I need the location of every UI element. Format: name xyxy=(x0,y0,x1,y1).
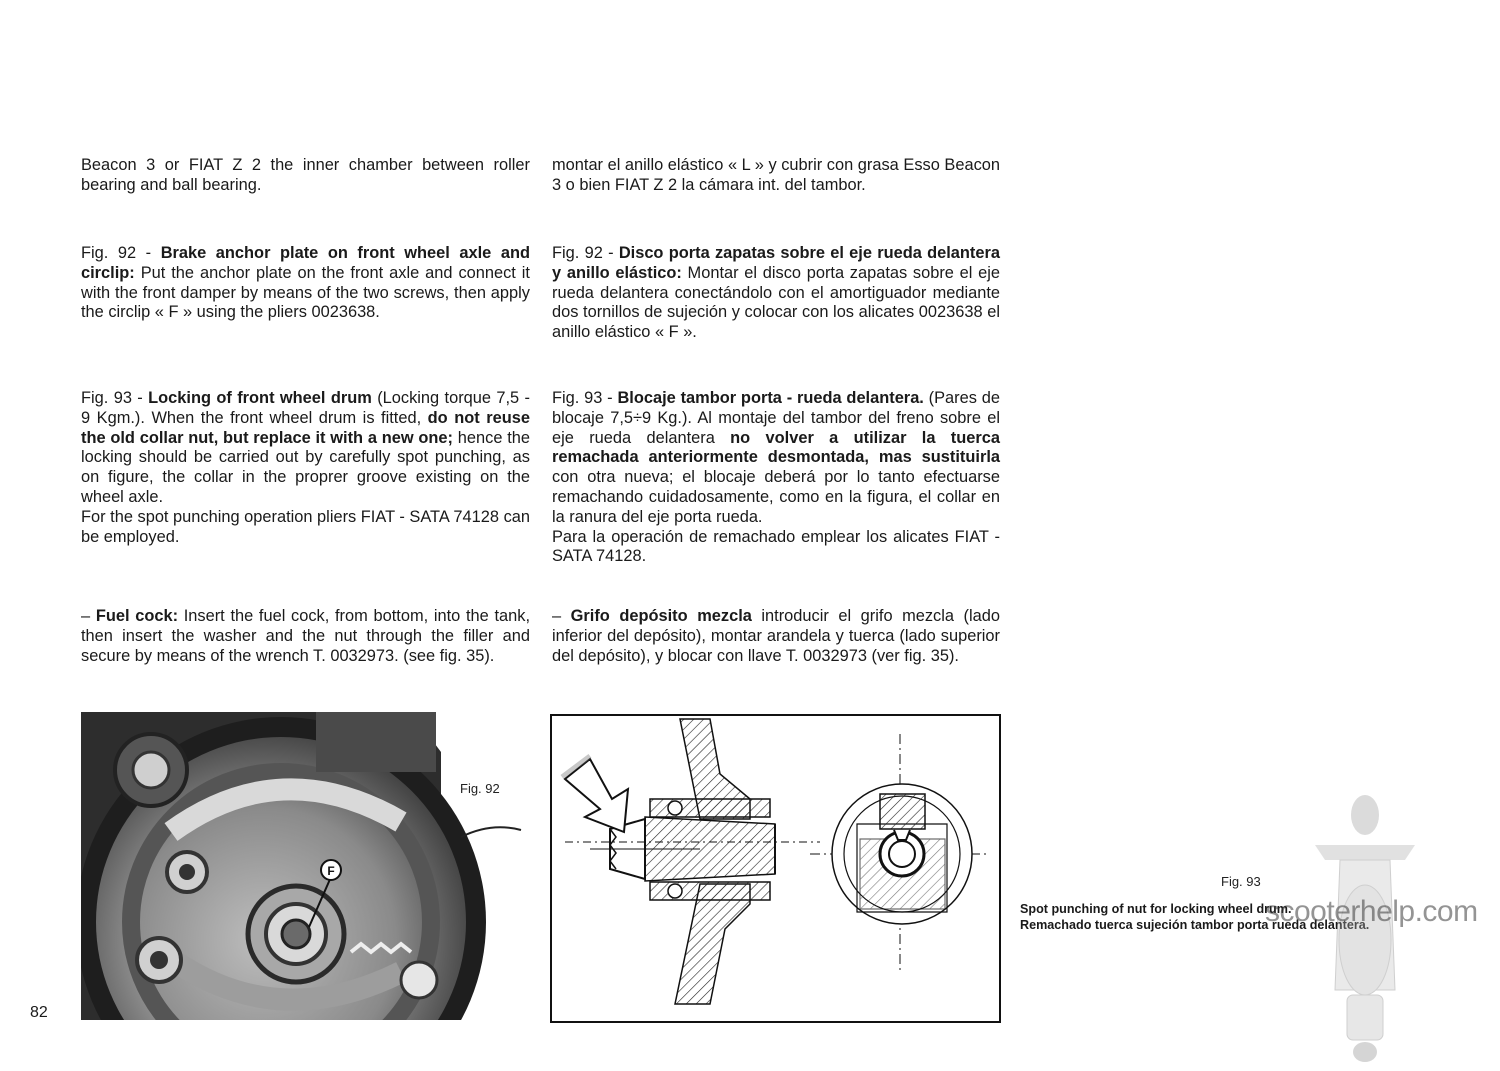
en-fig93-warning: do not reuse the old collar nut, but replace it with a new one; xyxy=(81,408,530,447)
watermark-text: scooterhelp.com xyxy=(1265,895,1478,928)
es-paragraph-fig93: Fig. 93 - Blocaje tambor porta - rueda delantera. (Pares de blocaje 7,5÷9 Kg.). Al montaje del tambor del freno sobre el eje rueda delantera no volver a utilizar la tuerca remachada anteriormente desmontada, mas sustituirla con otra nueva; el blocaje deberá por lo tanto efectuarse remachando cuidadosamente, como en la figura, el collar en la ranura del eje porta rueda. Para la operación de remachado emplear los alicates FIAT - SATA 74128. xyxy=(552,389,1000,566)
en-paragraph-fuel-cock: – Fuel cock: Insert the fuel cock, from bottom, into the tank, then insert the washer and the nut through the filler and secure by means of the wrench T. 0032973. (see fig. 35). xyxy=(81,607,530,665)
en-fuel-cock-heading: Fuel cock: xyxy=(95,607,179,625)
en-paragraph-fig93: Fig. 93 - Locking of front wheel drum (Locking torque 7,5 - 9 Kgm.). When the front wheel drum is fitted, do not reuse the old collar nut, but replace it with a new one; hence the locking should be carried out by carefully spot punching, as on figure, the collar in the proprer groove existing on the wheel axle. For the spot punching operation pliers FIAT - SATA 74128 can be employed. xyxy=(81,389,531,546)
fig93-spot-punching-diagram xyxy=(550,714,1001,1023)
es-fig93-heading: Blocaje tambor porta - rueda delantera. xyxy=(617,389,924,407)
es-paragraph-fig92: Fig. 92 - Disco porta zapatas sobre el eje rueda delantera y anillo elástico: Montar el disco porta zapatas sobre el eje rueda delantera conectándolo con el amortiguador mediante dos tornillos de sujeción y colocar con los alicates 0023638 el anillo elástico « F ». xyxy=(552,244,1000,342)
fig93-drawing xyxy=(550,714,1001,1023)
en-paragraph-1: Beacon 3 or FIAT Z 2 the inner chamber between roller bearing and ball bearing. xyxy=(81,156,530,194)
fig92-brake-anchor-plate-illustration xyxy=(81,712,530,1020)
fig92-photo xyxy=(81,712,530,1020)
fig92-label: Fig. 92 xyxy=(460,781,500,796)
es-fig93-warning: no volver a utilizar la tuerca remachada anteriormente desmontada, mas sustituirla xyxy=(552,428,1000,467)
en-paragraph-fig92: Fig. 92 - Brake anchor plate on front wheel axle and circlip: Put the anchor plate on the front axle and connect it with the front damper by means of the two screws, then apply the circlip « F » using the pliers 0023638. xyxy=(81,244,530,322)
en-fig92-heading: Brake anchor plate on front wheel axle and circlip: xyxy=(81,244,530,282)
fig92-marker-f: F xyxy=(327,864,335,878)
es-fuel-cock-heading: Grifo depósito mezcla xyxy=(570,607,752,625)
es-paragraph-fuel-cock: – Grifo depósito mezcla introducir el grifo mezcla (lado inferior del depósito), montar arandela y tuerca (lado superior del depósito), y blocar con llave T. 0032973 (ver fig. 35). xyxy=(552,607,1001,665)
page-number: 82 xyxy=(30,1004,48,1021)
fig93-caption-en: Spot punching of nut for locking wheel drum. xyxy=(1020,902,1292,916)
es-fig92-heading: Disco porta zapatas sobre el eje rueda delantera y anillo elástico: xyxy=(552,244,1000,282)
en-fig93-heading: Locking of front wheel drum xyxy=(148,389,372,407)
es-paragraph-1: montar el anillo elástico « L » y cubrir con grasa Esso Beacon 3 o bien FIAT Z 2 la cámara int. del tambor. xyxy=(552,156,1000,194)
fig93-label: Fig. 93 xyxy=(1221,874,1261,889)
fig93-caption-es: Remachado tuerca sujeción tambor porta rueda delantera. xyxy=(1020,918,1370,932)
